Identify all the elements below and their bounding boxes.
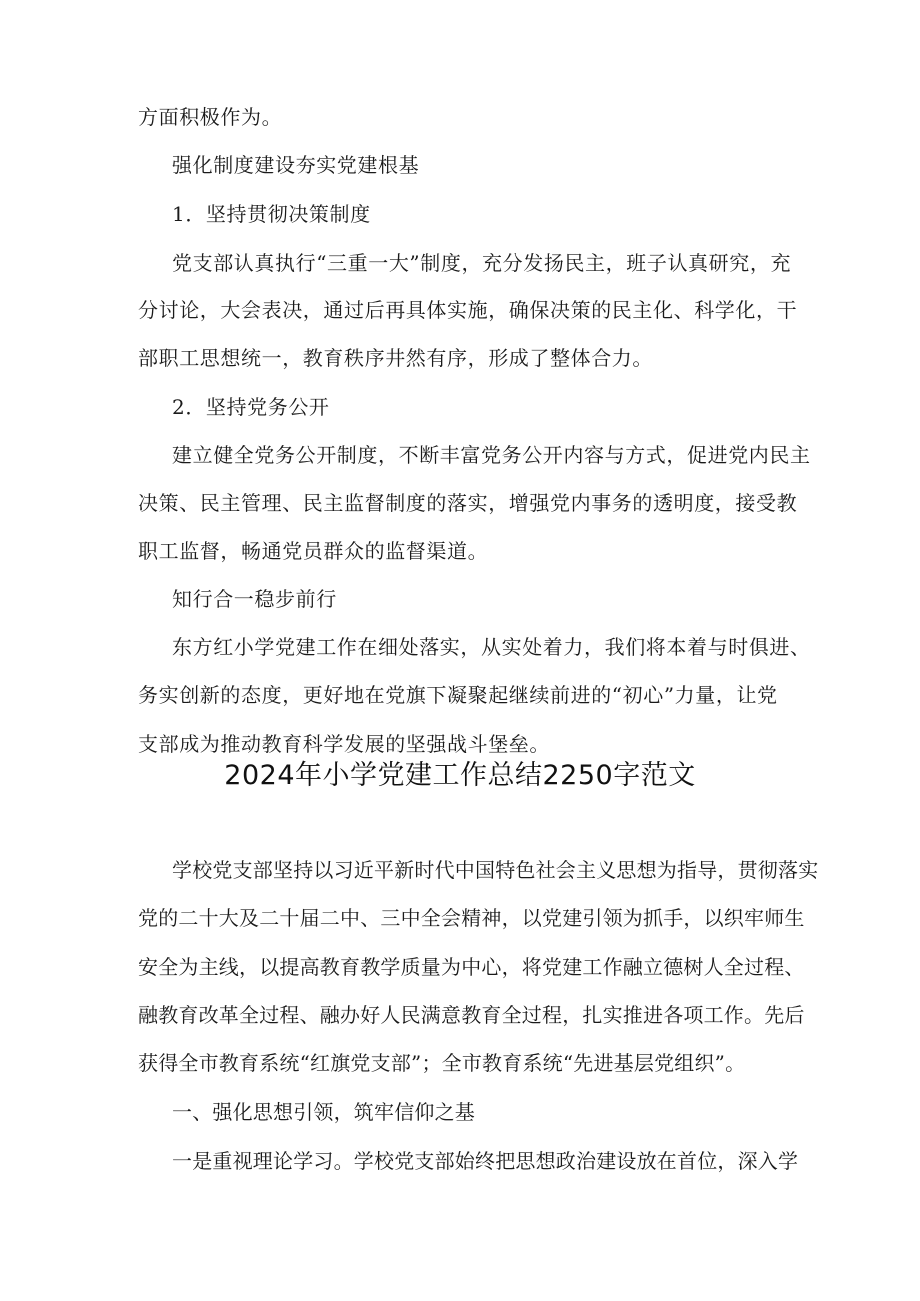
paragraph-line: 建立健全党务公开制度，不断丰富党务公开内容与方式，促进党内民主 <box>172 443 811 467</box>
paragraph-line: 获得全市教育系统“红旗党支部”；全市教育系统“先进基层党组织”。 <box>138 1051 746 1075</box>
subheading-2: 2．坚持党务公开 <box>172 395 330 419</box>
paragraph-line: 支部成为推动教育科学发展的坚强战斗堡垒。 <box>138 732 550 756</box>
section-heading: 知行合一稳步前行 <box>172 587 337 611</box>
paragraph-line: 学校党支部坚持以习近平新时代中国特色社会主义思想为指导，贯彻落实 <box>172 858 819 882</box>
paragraph-line: 党的二十大及二十届二中、三中全会精神，以党建引领为抓手，以织牢师生 <box>138 906 805 930</box>
document-title: 2024年小学党建工作总结2250字范文 <box>224 760 696 791</box>
paragraph-line: 决策、民主管理、民主监督制度的落实，增强党内事务的透明度，接受教 <box>138 491 798 515</box>
paragraph-line: 职工监督，畅通党员群众的监督渠道。 <box>138 539 489 563</box>
paragraph-line: 东方红小学党建工作在细处落实，从实处着力，我们将本着与时俱进、 <box>172 635 811 659</box>
paragraph-line: 安全为主线，以提高教育教学质量为中心，将党建工作融立德树人全过程、 <box>138 955 805 979</box>
paragraph-line: 一是重视理论学习。学校党支部始终把思想政治建设放在首位，深入学 <box>172 1149 799 1173</box>
section-heading: 强化制度建设夯实党建根基 <box>172 153 420 177</box>
paragraph-line: 方面积极作为。 <box>138 105 283 129</box>
subheading-1: 1．坚持贯彻决策制度 <box>172 202 371 226</box>
paragraph-line: 部职工思想统一，教育秩序井然有序，形成了整体合力。 <box>138 346 653 370</box>
paragraph-line: 分讨论，大会表决，通过后再具体实施，确保决策的民主化、科学化，干 <box>138 298 798 322</box>
section-heading: 一、强化思想引领，筑牢信仰之基 <box>172 1100 475 1124</box>
paragraph-line: 务实创新的态度，更好地在党旗下凝聚起继续前进的“初心”力量，让党 <box>138 683 778 707</box>
paragraph-line: 融教育改革全过程、融办好人民满意教育全过程，扎实推进各项工作。先后 <box>138 1003 805 1027</box>
paragraph-line: 党支部认真执行“三重一大”制度，充分发扬民主，班子认真研究，充 <box>172 251 792 275</box>
